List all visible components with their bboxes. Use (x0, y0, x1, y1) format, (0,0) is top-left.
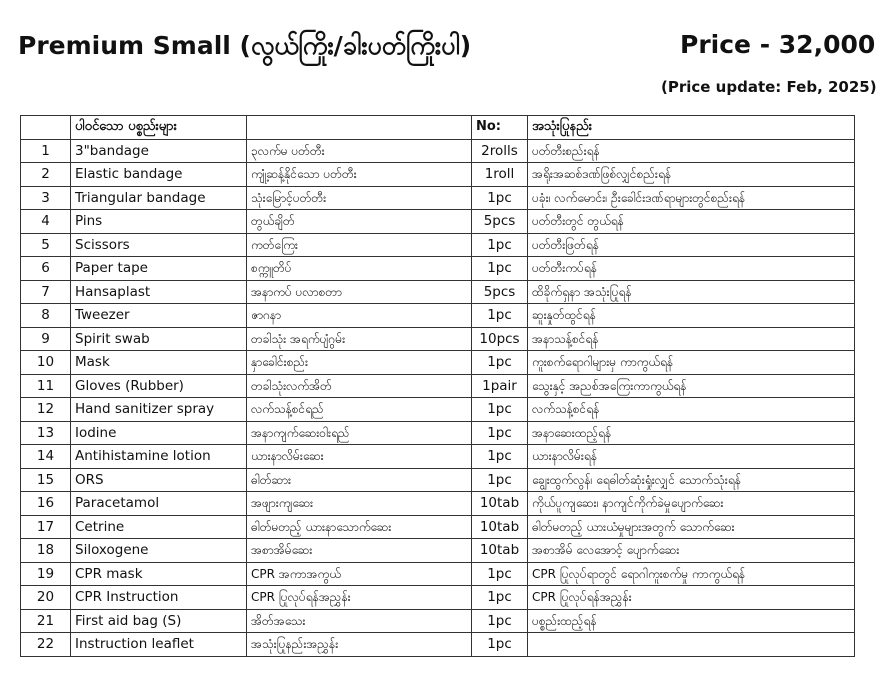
item-usage: ကူးစက်ရောဂါများမှ ကာကွယ်ရန် (528, 351, 855, 375)
row-number: 19 (21, 562, 71, 586)
item-usage: ပတ်တီးစည်းရန် (528, 139, 855, 163)
item-name-en: First aid bag (S) (71, 609, 247, 633)
row-number: 4 (21, 210, 71, 234)
item-usage: ပခုံး၊ လက်မောင်း၊ ဦးခေါင်းဒဏ်ရာများတွင်စည်းရန် (528, 186, 855, 210)
item-name-en: Mask (71, 351, 247, 375)
item-name-en: Antihistamine lotion (71, 445, 247, 469)
item-quantity: 1pc (472, 468, 528, 492)
row-number: 10 (21, 351, 71, 375)
item-quantity: 1pc (472, 233, 528, 257)
price-update-note: (Price update: Feb, 2025) (661, 78, 877, 96)
table-row (21, 139, 855, 163)
item-quantity: 1pc (472, 633, 528, 657)
item-name-mm: CPR ပြုလုပ်ရန်အညွှန်း (247, 586, 472, 610)
item-usage: ကိုယ်ပူကျဆေး၊ နာကျင်ကိုက်ခဲမှုပျောက်ဆေး (528, 492, 855, 516)
item-usage: CPR ပြုလုပ်ရာတွင် ရောဂါကူးစက်မှု ကာကွယ်ရန် (528, 562, 855, 586)
table-row (21, 186, 855, 210)
row-number: 22 (21, 633, 71, 657)
item-name-en: Iodine (71, 421, 247, 445)
item-name-mm: ၃လက်မ ပတ်တီး (247, 139, 472, 163)
item-name-en: Instruction leaflet (71, 633, 247, 657)
item-name-en: Paracetamol (71, 492, 247, 516)
header-quantity: No: (472, 116, 528, 140)
item-name-en: Paper tape (71, 257, 247, 281)
item-name-mm: တခါသုံးလက်အိတ် (247, 374, 472, 398)
item-quantity: 10tab (472, 515, 528, 539)
table-row (21, 445, 855, 469)
header-index (21, 116, 71, 140)
item-name-mm: ယားနာလိမ်းဆေး (247, 445, 472, 469)
item-usage: ပစ္စည်းထည့်ရန် (528, 609, 855, 633)
header-usage: အသုံးပြုနည်း (528, 116, 855, 140)
table-header-row (21, 116, 855, 140)
table-row (21, 562, 855, 586)
item-usage: ဓါတ်မတည့် ယားယံမှုများအတွက် သောက်ဆေး (528, 515, 855, 539)
item-name-en: Gloves (Rubber) (71, 374, 247, 398)
item-usage: ထိခိုက်ရှနာ အသုံးပြုရန် (528, 280, 855, 304)
item-name-mm: လက်သန့်စင်ရည် (247, 398, 472, 422)
table-row (21, 210, 855, 234)
item-quantity: 10tab (472, 492, 528, 516)
item-quantity: 1pc (472, 351, 528, 375)
item-name-en: Elastic bandage (71, 163, 247, 187)
table-row (21, 633, 855, 657)
item-name-en: Spirit swab (71, 327, 247, 351)
item-name-mm: အနာကပ် ပလာစတာ (247, 280, 472, 304)
row-number: 11 (21, 374, 71, 398)
item-usage: ပတ်တီးကပ်ရန် (528, 257, 855, 281)
item-name-mm: သုံးမြောင့်ပတ်တီး (247, 186, 472, 210)
table-row (21, 468, 855, 492)
item-quantity: 5pcs (472, 280, 528, 304)
table-row (21, 163, 855, 187)
header-items: ပါဝင်သော ပစ္စည်းများ (71, 116, 247, 140)
table-row (21, 539, 855, 563)
item-usage: ချွေးထွက်လွန်၊ ရေဓါတ်ဆုံးရှုံးလျှင် သောက်သုံးရန် (528, 468, 855, 492)
item-quantity: 5pcs (472, 210, 528, 234)
item-name-en: CPR mask (71, 562, 247, 586)
item-usage: CPR ပြုလုပ်ရန်အညွှန်း (528, 586, 855, 610)
row-number: 7 (21, 280, 71, 304)
table-body (21, 139, 855, 656)
item-quantity: 1pc (472, 304, 528, 328)
item-name-mm: အဖျားကျဆေး (247, 492, 472, 516)
item-name-en: 3"bandage (71, 139, 247, 163)
item-usage: ယားနာလိမ်းရန် (528, 445, 855, 469)
item-usage: အနာဆေးထည့်ရန် (528, 421, 855, 445)
item-quantity: 1pair (472, 374, 528, 398)
item-name-mm: ဓါတ်မတည့် ယားနာသောက်ဆေး (247, 515, 472, 539)
table-row (21, 304, 855, 328)
item-name-mm: တွယ်ချိတ် (247, 210, 472, 234)
table-row (21, 398, 855, 422)
item-name-mm: ကျုံ့ဆန့်နိုင်သော ပတ်တီး (247, 163, 472, 187)
item-quantity: 1roll (472, 163, 528, 187)
item-name-mm: အသုံးပြုနည်းအညွှန်း (247, 633, 472, 657)
item-quantity: 1pc (472, 257, 528, 281)
item-name-mm: ဇာဂနာ (247, 304, 472, 328)
row-number: 14 (21, 445, 71, 469)
table-row (21, 327, 855, 351)
item-quantity: 10pcs (472, 327, 528, 351)
row-number: 17 (21, 515, 71, 539)
item-quantity: 1pc (472, 609, 528, 633)
item-name-mm: စက္ကူတိပ် (247, 257, 472, 281)
row-number: 21 (21, 609, 71, 633)
header-blank (247, 116, 472, 140)
row-number: 2 (21, 163, 71, 187)
item-name-en: Triangular bandage (71, 186, 247, 210)
item-name-mm: ဓါတ်ဆား (247, 468, 472, 492)
row-number: 18 (21, 539, 71, 563)
item-name-en: Tweezer (71, 304, 247, 328)
item-name-mm: ကတ်ကြေး (247, 233, 472, 257)
item-quantity: 1pc (472, 186, 528, 210)
table-row (21, 609, 855, 633)
item-name-en: Pins (71, 210, 247, 234)
item-usage: လက်သန့်စင်ရန် (528, 398, 855, 422)
item-quantity: 1pc (472, 562, 528, 586)
item-name-mm: အနာကျက်ဆေးဝါးရည် (247, 421, 472, 445)
item-name-en: CPR Instruction (71, 586, 247, 610)
item-quantity: 1pc (472, 586, 528, 610)
items-table (20, 115, 855, 657)
table-row (21, 233, 855, 257)
item-name-mm: CPR အကာအကွယ် (247, 562, 472, 586)
row-number: 8 (21, 304, 71, 328)
item-usage: အရိုးအဆစ်ဒဏ်ဖြစ်လျှင်စည်းရန် (528, 163, 855, 187)
row-number: 12 (21, 398, 71, 422)
row-number: 9 (21, 327, 71, 351)
page-title: Premium Small (လွယ်ကြိုး/ခါးပတ်ကြိုးပါ) (18, 31, 472, 60)
table-row (21, 421, 855, 445)
item-quantity: 1pc (472, 445, 528, 469)
item-usage (528, 633, 855, 657)
item-name-en: Hansaplast (71, 280, 247, 304)
item-name-en: Siloxogene (71, 539, 247, 563)
item-quantity: 10tab (472, 539, 528, 563)
row-number: 3 (21, 186, 71, 210)
item-name-mm: အစာအိမ်ဆေး (247, 539, 472, 563)
item-name-mm: အိတ်အသေး (247, 609, 472, 633)
item-quantity: 1pc (472, 421, 528, 445)
item-usage: သွေးနှင့် အညစ်အကြေးကာကွယ်ရန် (528, 374, 855, 398)
row-number: 13 (21, 421, 71, 445)
table-row (21, 515, 855, 539)
row-number: 15 (21, 468, 71, 492)
table-row (21, 586, 855, 610)
table-row (21, 374, 855, 398)
price-label: Price - 32,000 (680, 30, 876, 59)
item-name-en: Cetrine (71, 515, 247, 539)
item-quantity: 2rolls (472, 139, 528, 163)
table-row (21, 492, 855, 516)
row-number: 16 (21, 492, 71, 516)
table-row (21, 257, 855, 281)
item-name-mm: တခါသုံး အရက်ပျံဂွမ်း (247, 327, 472, 351)
item-usage: အစာအိမ် လေအောင့် ပျောက်ဆေး (528, 539, 855, 563)
item-usage: ဆူးနှုတ်ထွင်ရန် (528, 304, 855, 328)
item-name-mm: နှာခေါင်းစည်း (247, 351, 472, 375)
item-name-en: ORS (71, 468, 247, 492)
item-name-en: Scissors (71, 233, 247, 257)
row-number: 20 (21, 586, 71, 610)
item-name-en: Hand sanitizer spray (71, 398, 247, 422)
item-usage: အနာသန့်စင်ရန် (528, 327, 855, 351)
table-row (21, 280, 855, 304)
item-usage: ပတ်တီးတွင် တွယ်ရန် (528, 210, 855, 234)
row-number: 1 (21, 139, 71, 163)
row-number: 5 (21, 233, 71, 257)
table-row (21, 351, 855, 375)
row-number: 6 (21, 257, 71, 281)
item-quantity: 1pc (472, 398, 528, 422)
item-usage: ပတ်တီးဖြတ်ရန် (528, 233, 855, 257)
